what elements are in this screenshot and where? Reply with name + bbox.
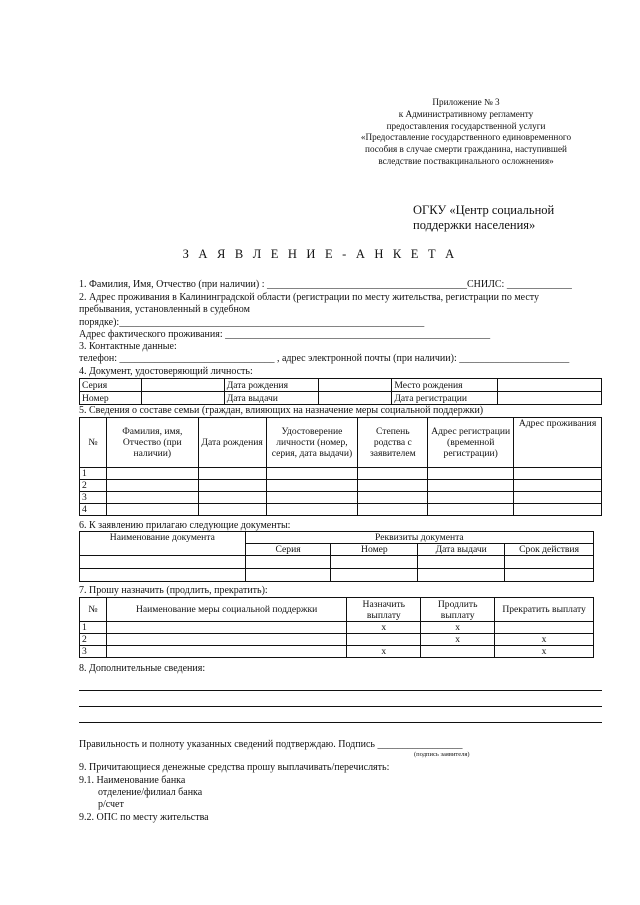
cell[interactable]: [358, 492, 428, 504]
identity-doc-table: [79, 378, 602, 405]
cell[interactable]: [418, 556, 505, 569]
measures-col-num: №: [80, 598, 107, 622]
family-col-num: №: [80, 418, 107, 468]
section-request: 7. Прошу назначить (продлить, прекратить):: [79, 585, 268, 596]
cell[interactable]: [198, 504, 266, 516]
input-series[interactable]: [141, 379, 224, 392]
input-birth-date[interactable]: [318, 379, 392, 392]
cell[interactable]: [106, 468, 198, 480]
org-line: поддержки населения»: [413, 218, 536, 232]
cell[interactable]: [331, 569, 418, 582]
attached-docs-table: [79, 531, 594, 582]
cell[interactable]: [428, 504, 514, 516]
row-number: 4: [80, 504, 107, 516]
extend-mark[interactable]: x: [421, 622, 495, 634]
family-col-reg-address: Адрес регистрации (временной регистрации): [428, 418, 514, 468]
additional-info-line[interactable]: [79, 722, 602, 723]
table-row: [80, 492, 602, 504]
row-number: 2: [80, 634, 107, 646]
field-full-name[interactable]: 1. Фамилия, Имя, Отчество (при наличии) : ________________________________________СНИЛС: _____________: [79, 279, 572, 290]
org-line: ОГКУ «Центр социальной: [413, 203, 555, 217]
cell[interactable]: [514, 492, 602, 504]
extend-mark[interactable]: x: [421, 634, 495, 646]
cell[interactable]: [198, 480, 266, 492]
assign-mark[interactable]: x: [347, 622, 421, 634]
section-identity-doc: 4. Документ, удостоверяющий личность:: [79, 366, 253, 377]
cell[interactable]: [106, 646, 346, 658]
section-contacts: 3. Контактные данные:: [79, 341, 177, 352]
section-additional-info: 8. Дополнительные сведения:: [79, 663, 206, 674]
form-title: З А Я В Л Е Н И Е - А Н К Е Т А: [182, 247, 458, 261]
cell[interactable]: [106, 634, 346, 646]
confirm-signature[interactable]: Правильность и полноту указанных сведений подтверждаю. Подпись _________________: [79, 739, 463, 750]
appendix-line: пособия в случае смерти гражданина, наступившей: [365, 144, 567, 155]
appendix-block: [332, 97, 600, 168]
cell[interactable]: [106, 480, 198, 492]
measures-col-name: Наименование меры социальной поддержки: [106, 598, 346, 622]
docs-col-validity: Срок действия: [505, 544, 594, 556]
cell[interactable]: [266, 480, 358, 492]
table-row: [80, 468, 602, 480]
row-number: 1: [80, 622, 107, 634]
family-col-id: Удостоверение личности (номер, серия, дата выдачи): [266, 418, 358, 468]
assign-mark[interactable]: [347, 634, 421, 646]
label-registration-date: Дата регистрации: [392, 392, 498, 405]
cell[interactable]: [80, 569, 246, 582]
cell[interactable]: [428, 468, 514, 480]
table-row: [80, 634, 594, 646]
field-bank-branch[interactable]: отделение/филиал банка: [98, 787, 203, 798]
cell[interactable]: [358, 504, 428, 516]
recipient-org: [413, 203, 554, 233]
field-address-label-2: пребывания, установленный в судебном: [79, 304, 250, 315]
label-issue-date: Дата выдачи: [224, 392, 318, 405]
input-birth-place[interactable]: [498, 379, 602, 392]
field-actual-address[interactable]: Адрес фактического проживания: _____________________________________________________: [79, 329, 491, 340]
cell[interactable]: [106, 622, 346, 634]
table-row: [80, 569, 594, 582]
docs-col-issue-date: Дата выдачи: [418, 544, 505, 556]
cell[interactable]: [514, 504, 602, 516]
cell[interactable]: [331, 556, 418, 569]
row-number: 3: [80, 492, 107, 504]
field-address-label: 2. Адрес проживания в Калининградской области (регистрации по месту жительства, регистрации по месту: [79, 292, 540, 303]
row-number: 3: [80, 646, 107, 658]
cell[interactable]: [266, 492, 358, 504]
appendix-line: предоставления государственной услуги: [386, 120, 546, 131]
cell[interactable]: [106, 504, 198, 516]
docs-col-name: Наименование документа: [80, 532, 246, 556]
cell[interactable]: [106, 492, 198, 504]
family-table: [79, 417, 602, 516]
signature-note: (подпись заявителя): [414, 751, 470, 758]
label-series: Серия: [80, 379, 142, 392]
cell[interactable]: [428, 480, 514, 492]
appendix-line: «Предоставление государственного единовременного: [360, 132, 572, 143]
cell[interactable]: [358, 468, 428, 480]
appendix-line: вследствие поствакцинального осложнения»: [378, 155, 554, 166]
table-row: [80, 480, 602, 492]
family-col-address: Адрес проживания: [514, 418, 602, 468]
table-row: [80, 622, 594, 634]
measures-table: [79, 597, 594, 658]
label-birth-place: Место рождения: [392, 379, 498, 392]
section-attached-docs: 6. К заявлению прилагаю следующие документы:: [79, 520, 291, 531]
row-number: 1: [80, 468, 107, 480]
cell[interactable]: [358, 480, 428, 492]
cell[interactable]: [245, 556, 331, 569]
measures-col-assign: Назначить выплату: [347, 598, 421, 622]
cell[interactable]: [198, 492, 266, 504]
input-number[interactable]: [141, 392, 224, 405]
cell[interactable]: [266, 504, 358, 516]
field-account[interactable]: р/счет: [98, 799, 124, 810]
row-number: 2: [80, 480, 107, 492]
cell[interactable]: [505, 556, 594, 569]
extend-mark[interactable]: [421, 646, 495, 658]
cell[interactable]: [198, 468, 266, 480]
cell[interactable]: [428, 492, 514, 504]
cell[interactable]: [505, 569, 594, 582]
table-row: [80, 646, 594, 658]
label-birth-date: Дата рождения: [224, 379, 318, 392]
cell[interactable]: [514, 480, 602, 492]
stop-mark[interactable]: x: [495, 646, 594, 658]
field-address-input[interactable]: порядке):_____________________________________________________________: [79, 317, 425, 328]
assign-mark[interactable]: x: [347, 646, 421, 658]
table-row: [80, 556, 594, 569]
stop-mark[interactable]: [495, 622, 594, 634]
table-row: [80, 504, 602, 516]
label-number: Номер: [80, 392, 142, 405]
docs-col-details: Реквизиты документа: [245, 532, 593, 544]
cell[interactable]: [80, 556, 246, 569]
cell[interactable]: [514, 468, 602, 480]
stop-mark[interactable]: x: [495, 634, 594, 646]
field-bank-name[interactable]: 9.1. Наименование банка: [79, 775, 186, 786]
field-post-office[interactable]: 9.2. ОПС по месту жительства: [79, 812, 209, 823]
family-col-relation: Степень родства с заявителем: [358, 418, 428, 468]
additional-info-line[interactable]: [79, 690, 602, 691]
measures-col-extend: Продлить выплату: [421, 598, 495, 622]
family-col-name: Фамилия, имя, Отчество (при наличии): [106, 418, 198, 468]
input-registration-date[interactable]: [498, 392, 602, 405]
cell[interactable]: [245, 569, 331, 582]
appendix-line: Приложение № 3: [432, 97, 500, 107]
appendix-line: к Административному регламенту: [398, 108, 534, 119]
cell[interactable]: [266, 468, 358, 480]
input-issue-date[interactable]: [318, 392, 392, 405]
field-phone-email[interactable]: телефон: _______________________________ , адрес электронной почты (при наличии): ______________________: [79, 353, 570, 364]
section-family: 5. Сведения о составе семьи (граждан, влияющих на назначение меры социальной поддержки): [79, 405, 484, 416]
additional-info-line[interactable]: [79, 706, 602, 707]
cell[interactable]: [418, 569, 505, 582]
family-col-birth: Дата рождения: [198, 418, 266, 468]
section-payment: 9. Причитающиеся денежные средства прошу выплачивать/перечислять:: [79, 762, 390, 773]
docs-col-series: Серия: [245, 544, 331, 556]
docs-col-number: Номер: [331, 544, 418, 556]
measures-col-stop: Прекратить выплату: [495, 598, 594, 622]
